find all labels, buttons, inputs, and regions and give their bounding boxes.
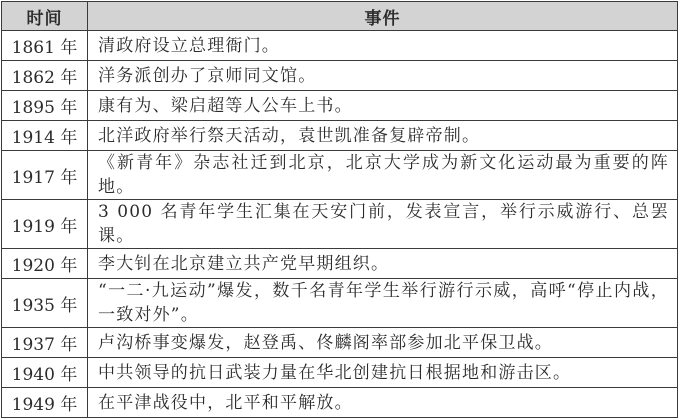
table-row [2,151,678,200]
year-cell: 1861 年 [2,31,88,61]
year-cell: 1862 年 [2,61,88,91]
event-cell: 北洋政府举行祭天活动，袁世凯准备复辟帝制。 [88,121,678,151]
event-cell: 洋务派创办了京师同文馆。 [88,61,678,91]
header-time: 时间 [2,2,88,31]
year-cell: 1949 年 [2,388,88,418]
event-cell: 3 000 名青年学生汇集在天安门前，发表宣言，举行示威游行、总罢课。 [88,200,678,249]
event-cell: 李大钊在北京建立共产党早期组织。 [88,249,678,279]
event-cell: 卢沟桥事变爆发，赵登禹、佟麟阁率部参加北平保卫战。 [88,328,678,358]
history-timeline-table [1,1,678,418]
year-cell: 1914 年 [2,121,88,151]
table-row [2,61,678,91]
year-cell: 1917 年 [2,151,88,200]
year-cell: 1937 年 [2,328,88,358]
event-cell: 康有为、梁启超等人公车上书。 [88,91,678,121]
event-cell: 中共领导的抗日武装力量在华北创建抗日根据地和游击区。 [88,358,678,388]
table-row [2,328,678,358]
table-row [2,279,678,328]
year-cell: 1919 年 [2,200,88,249]
table-row [2,121,678,151]
table-row [2,249,678,279]
table-header-row [2,2,678,31]
year-cell: 1935 年 [2,279,88,328]
year-cell: 1940 年 [2,358,88,388]
event-cell: 《新青年》杂志社迁到北京，北京大学成为新文化运动最为重要的阵地。 [88,151,678,200]
table-row [2,388,678,418]
year-cell: 1895 年 [2,91,88,121]
header-event: 事件 [88,2,678,31]
event-cell: 清政府设立总理衙门。 [88,31,678,61]
table-row [2,200,678,249]
table-row [2,358,678,388]
year-cell: 1920 年 [2,249,88,279]
table-row [2,91,678,121]
event-cell: “一二·九运动”爆发，数千名青年学生举行游行示威，高呼“停止内战，一致对外”。 [88,279,678,328]
event-cell: 在平津战役中，北平和平解放。 [88,388,678,418]
table-row [2,31,678,61]
